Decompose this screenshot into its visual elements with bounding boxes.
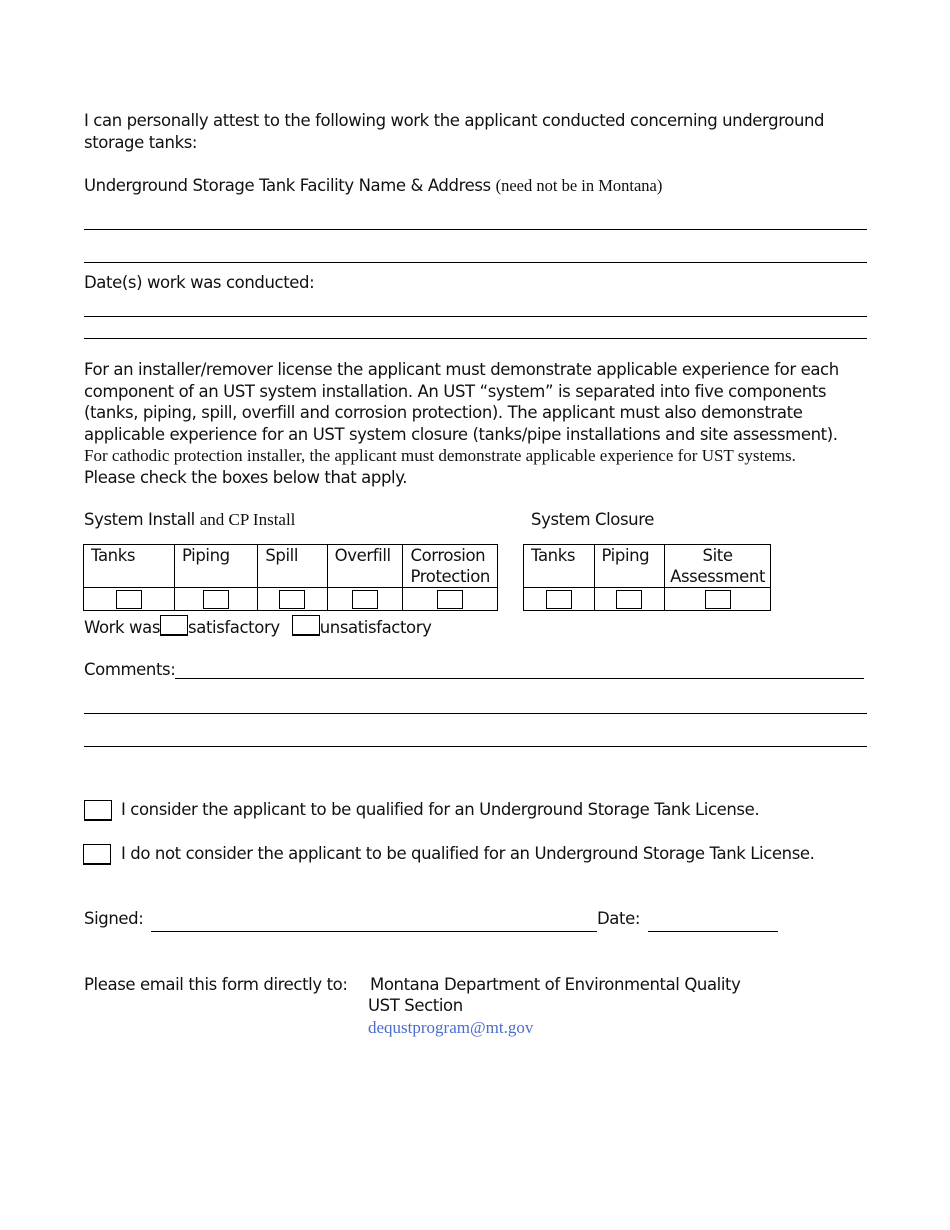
system-install-table	[83, 544, 498, 611]
instructions	[84, 359, 864, 488]
dates-label: Date(s) work was conducted:	[84, 273, 315, 292]
instructions-p2: For cathodic protection installer, the applicant must demonstrate applicable experience for UST systems.	[84, 446, 796, 465]
facility-line-2[interactable]	[84, 262, 867, 263]
system-install-label-suffix: and CP Install	[199, 510, 296, 529]
signature-line[interactable]	[151, 931, 597, 932]
facility-label-text: Underground Storage Tank Facility Name & Address	[84, 176, 491, 195]
submission-org: Montana Department of Environmental Quality	[370, 975, 741, 994]
satisfactory-label: satisfactory	[188, 618, 280, 637]
install-col-spill: Spill	[258, 545, 327, 588]
facility-label	[84, 175, 662, 197]
system-install-label-text: System Install	[84, 510, 195, 529]
system-closure-table	[523, 544, 771, 611]
install-corrosion-cell	[403, 588, 498, 611]
qualified-checkbox[interactable]	[84, 800, 112, 821]
closure-col-site-assessment: Site Assessment	[665, 545, 771, 588]
date-line[interactable]	[648, 931, 778, 932]
install-tanks-cell	[84, 588, 175, 611]
work-rating-prefix: Work was	[84, 618, 161, 637]
system-install-label	[84, 509, 295, 531]
install-col-overfill: Overfill	[327, 545, 403, 588]
install-overfill-cell	[327, 588, 403, 611]
closure-piping-cell	[594, 588, 665, 611]
submission-email-link[interactable]: dequstprogram@mt.gov	[368, 1018, 534, 1037]
closure-tanks-checkbox[interactable]	[546, 590, 572, 609]
install-tanks-checkbox[interactable]	[116, 590, 142, 609]
facility-note: (need not be in Montana)	[495, 176, 663, 195]
install-piping-cell	[174, 588, 257, 611]
comments-line-3[interactable]	[84, 746, 867, 747]
install-spill-cell	[258, 588, 327, 611]
instructions-p3: Please check the boxes below that apply.	[84, 467, 408, 487]
work-rating	[84, 615, 431, 639]
closure-site-cell	[665, 588, 771, 611]
attest-statement: I can personally attest to the following work the applicant conducted concerning underground storage tanks:	[84, 111, 825, 152]
install-corrosion-checkbox[interactable]	[437, 590, 463, 609]
not-qualified-checkbox[interactable]	[83, 844, 111, 865]
dates-line-2[interactable]	[84, 338, 867, 339]
comments-line-2[interactable]	[84, 713, 867, 714]
submission-label: Please email this form directly to:	[84, 975, 348, 994]
closure-col-tanks: Tanks	[524, 545, 595, 588]
unsatisfactory-checkbox[interactable]	[292, 615, 320, 636]
install-col-tanks: Tanks	[84, 545, 175, 588]
not-qualified-label: I do not consider the applicant to be qualified for an Underground Storage Tank License.	[121, 844, 815, 863]
satisfactory-checkbox[interactable]	[160, 615, 188, 636]
install-piping-checkbox[interactable]	[203, 590, 229, 609]
install-spill-checkbox[interactable]	[279, 590, 305, 609]
instructions-p1: For an installer/remover license the applicant must demonstrate applicable experience for each component of an UST system installation. An UST “system” is separated into five components (tanks, piping, spill, overfill and corrosion protection). The applicant must also demonstrate applicable experience for an UST system closure (tanks/pipe installations and site assessment).	[84, 360, 839, 444]
unsatisfactory-label: unsatisfactory	[319, 618, 432, 637]
submission-section: UST Section	[368, 996, 463, 1015]
comments-line-1[interactable]	[175, 678, 864, 679]
date-label: Date:	[597, 909, 640, 928]
qualified-label: I consider the applicant to be qualified for an Underground Storage Tank License.	[121, 800, 760, 819]
closure-piping-checkbox[interactable]	[616, 590, 642, 609]
closure-col-piping: Piping	[594, 545, 665, 588]
comments-label: Comments:	[84, 660, 176, 679]
dates-line-1[interactable]	[84, 316, 867, 317]
closure-site-checkbox[interactable]	[705, 590, 731, 609]
install-col-piping: Piping	[174, 545, 257, 588]
signed-label: Signed:	[84, 909, 144, 928]
install-overfill-checkbox[interactable]	[352, 590, 378, 609]
system-closure-label: System Closure	[531, 510, 655, 529]
install-col-corrosion: Corrosion Protection	[403, 545, 498, 588]
closure-tanks-cell	[524, 588, 595, 611]
facility-line-1[interactable]	[84, 229, 867, 230]
